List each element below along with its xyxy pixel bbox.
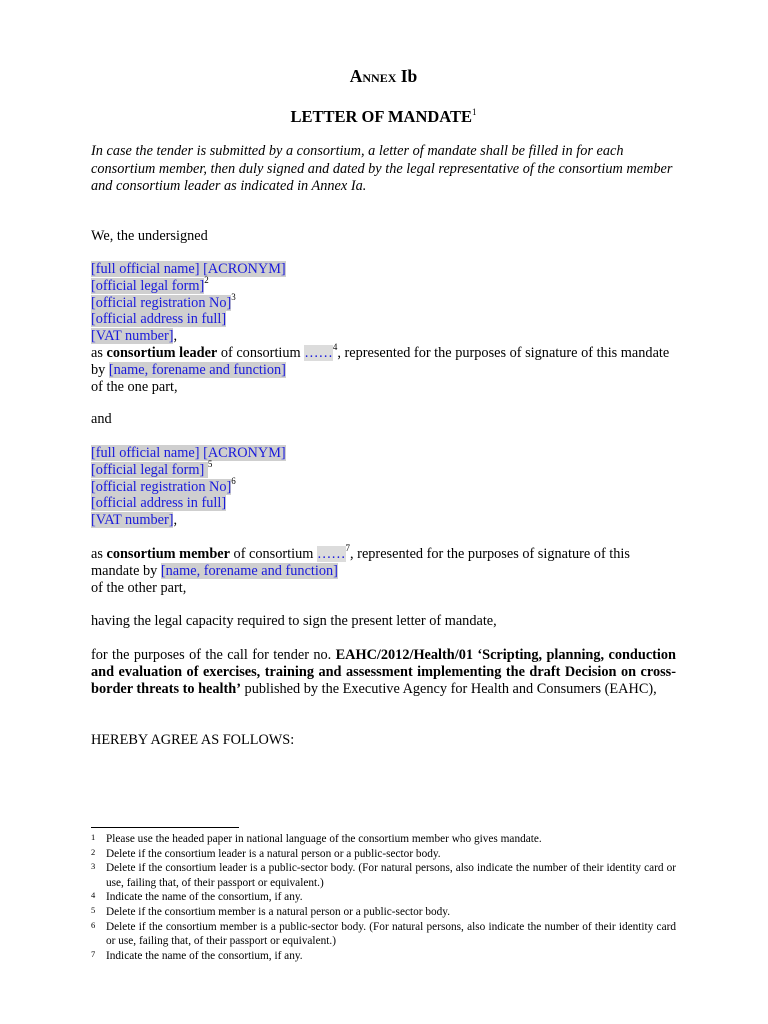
footnote-number: 6 bbox=[91, 919, 96, 930]
footnote-ref-5: 5 bbox=[207, 459, 213, 470]
footnote-text: Delete if the consortium leader is a natural person or a public-sector body. bbox=[106, 847, 441, 860]
footnote-number: 1 bbox=[91, 832, 96, 842]
capacity-line: having the legal capacity required to sign the present letter of mandate, bbox=[91, 613, 497, 629]
member-consortium-name-field[interactable]: …… bbox=[316, 546, 346, 562]
leader-as-prefix: as bbox=[91, 344, 107, 361]
intro-instruction: In case the tender is submitted by a consortium, a letter of mandate shall be filled in for each consortium member, then duly signed and dated by the legal representative of the consortium member and consortium leader as indicated in Annex Ia. bbox=[91, 143, 673, 195]
footnotes bbox=[91, 832, 676, 963]
footnote-ref-7: 7 bbox=[345, 543, 351, 554]
footnote-separator bbox=[91, 827, 239, 828]
footnote bbox=[91, 905, 676, 920]
leader-name-field[interactable]: [full official name] [ACRONYM] bbox=[91, 261, 286, 277]
footnote-text: Delete if the consortium leader is a public-sector body. (For natural persons, also indicate the number of their identity card or use, failing that, of their passport or equivalent.) bbox=[106, 862, 676, 889]
footnote-ref-2: 2 bbox=[204, 275, 209, 286]
tender-prefix: for the purposes of the call for tender no. bbox=[91, 647, 336, 663]
title-footnote-ref: 1 bbox=[472, 106, 477, 117]
member-block bbox=[91, 445, 676, 529]
tender-reference: EAHC/2012/Health/01 ‘Scripting, planning, conduction and evaluation of exercises, training and assessment implementing the draft Decision on cross-border threats to health’ bbox=[91, 647, 676, 697]
footnote-number: 5 bbox=[91, 904, 96, 915]
member-representative-field[interactable]: [name, forename and function] bbox=[160, 562, 338, 579]
annex-heading bbox=[91, 66, 676, 87]
footnote bbox=[91, 832, 676, 847]
footnote bbox=[91, 890, 676, 905]
footnote-text: Indicate the name of the consortium, if any. bbox=[106, 891, 303, 904]
agree-heading: HEREBY AGREE AS FOLLOWS: bbox=[91, 732, 295, 748]
title-text: LETTER OF MANDATE bbox=[290, 107, 473, 126]
footnote-text: Please use the headed paper in national language of the consortium member who gives mandate. bbox=[106, 833, 542, 845]
leader-role: consortium leader bbox=[106, 344, 218, 361]
leader-vat-suffix: , bbox=[173, 328, 178, 345]
leader-consortium-name-field[interactable]: …… bbox=[304, 344, 333, 361]
tender-suffix: published by the Executive Agency for Health and Consumers (EAHC), bbox=[240, 680, 657, 697]
document-title bbox=[91, 107, 676, 127]
member-role-block bbox=[91, 543, 676, 596]
member-represented-text: , represented for the purposes of signature of this mandate by bbox=[91, 546, 630, 579]
member-of-consortium: of consortium bbox=[229, 546, 317, 562]
footnote-number: 3 bbox=[91, 861, 96, 872]
and-line: and bbox=[91, 411, 112, 427]
member-vat-suffix: , bbox=[173, 512, 178, 529]
footnote-ref-3: 3 bbox=[231, 291, 236, 302]
leader-address-field[interactable]: [official address in full] bbox=[91, 311, 227, 328]
annex-prefix: Annex bbox=[349, 66, 397, 86]
footnote-ref-6: 6 bbox=[231, 475, 236, 486]
footnote bbox=[91, 920, 676, 949]
leader-vat-field[interactable]: [VAT number] bbox=[91, 328, 174, 345]
footnote-number: 4 bbox=[91, 890, 96, 901]
leader-registration-field[interactable]: [official registration No] bbox=[91, 294, 232, 311]
leader-represented-text: , represented for the purposes of signature of this mandate by bbox=[91, 344, 670, 378]
footnote-ref-4: 4 bbox=[332, 342, 338, 353]
leader-block bbox=[91, 261, 676, 395]
member-as-prefix: as bbox=[91, 546, 107, 562]
undersigned-line: We, the undersigned bbox=[91, 228, 208, 244]
leader-part-text: of the one part, bbox=[91, 378, 178, 395]
footnote-text: Delete if the consortium member is a natural person or a public-sector body. bbox=[106, 905, 451, 918]
member-role: consortium member bbox=[106, 546, 230, 562]
footnote-number: 7 bbox=[91, 948, 96, 959]
member-legal-form-field[interactable]: [official legal form] bbox=[91, 461, 208, 478]
member-name-field[interactable]: [full official name] [ACRONYM] bbox=[91, 445, 286, 461]
leader-of-consortium: of consortium bbox=[217, 344, 305, 361]
footnote bbox=[91, 949, 676, 964]
annex-id: Ib bbox=[400, 66, 418, 86]
tender-paragraph bbox=[91, 647, 676, 697]
footnote bbox=[91, 861, 676, 890]
footnote-number: 2 bbox=[91, 846, 96, 857]
member-address-field[interactable]: [official address in full] bbox=[91, 495, 227, 512]
member-registration-field[interactable]: [official registration No] bbox=[91, 478, 232, 495]
member-part-text: of the other part, bbox=[91, 579, 187, 596]
footnote bbox=[91, 847, 676, 862]
footnote-text: Indicate the name of the consortium, if any. bbox=[106, 949, 303, 962]
leader-legal-form-field[interactable]: [official legal form] bbox=[91, 277, 205, 294]
footnote-text: Delete if the consortium member is a public-sector body. (For natural persons, also indicate the number of their identity card or use, failing that, of their passport or equivalent.) bbox=[106, 920, 676, 948]
leader-representative-field[interactable]: [name, forename and function] bbox=[108, 361, 286, 378]
member-vat-field[interactable]: [VAT number] bbox=[91, 512, 174, 529]
